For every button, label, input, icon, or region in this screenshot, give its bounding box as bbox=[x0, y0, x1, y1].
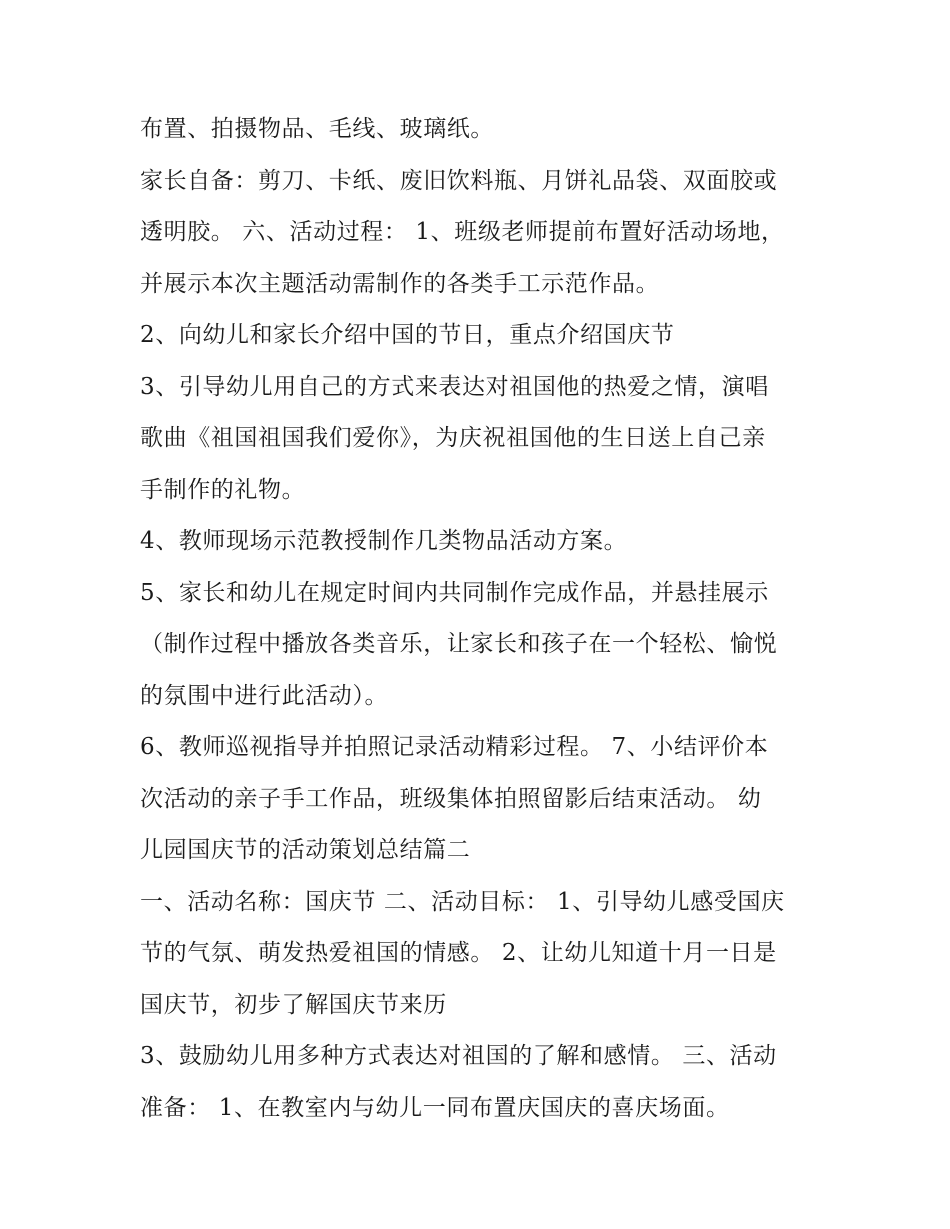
text-line: 次活动的亲子手工作品，班级集体拍照留影后结束活动。 幼 bbox=[140, 785, 762, 812]
text-line: 儿园国庆节的活动策划总结篇二 bbox=[140, 837, 471, 863]
text-line: 一、活动名称：国庆节 二、活动目标： 1、引导幼儿感受国庆 bbox=[140, 888, 785, 915]
text-line: 并展示本次主题活动需制作的各类手工示范作品。 bbox=[140, 270, 660, 297]
document-body bbox=[140, 109, 830, 1139]
text-line: 3、鼓励幼儿用多种方式表达对祖国的了解和感情。 三、活动 bbox=[140, 1043, 777, 1069]
text-line: 4、教师现场示范教授制作几类物品活动方案。 bbox=[140, 528, 628, 554]
text-line: 3、引导幼儿用自己的方式来表达对祖国他的热爱之情，演唱 bbox=[140, 373, 769, 400]
text-line: 国庆节，初步了解国庆节来历 bbox=[140, 991, 447, 1018]
text-line: 手制作的礼物。 bbox=[140, 476, 306, 503]
text-line: 5、家长和幼儿在规定时间内共同制作完成作品，并悬挂展示 bbox=[140, 579, 769, 606]
text-line: 的氛围中进行此活动）。 bbox=[140, 682, 389, 709]
text-line: 2、向幼儿和家长介绍中国的节日，重点介绍国庆节 bbox=[140, 322, 675, 348]
text-line: 准备： 1、在教室内与幼儿一同布置庆国庆的喜庆场面。 bbox=[140, 1094, 730, 1121]
text-line: 布置、拍摄物品、毛线、玻璃纸。 bbox=[140, 116, 494, 142]
text-line: 家长自备：剪刀、卡纸、废旧饮料瓶、月饼礼品袋、双面胶或 bbox=[140, 167, 778, 194]
text-line: 6、教师巡视指导并拍照记录活动精彩过程。 7、小结评价本 bbox=[140, 734, 769, 760]
text-line: 节的气氛、萌发热爱祖国的情感。 2、让幼儿知道十月一日是 bbox=[140, 940, 777, 966]
text-line: 歌曲《祖国祖国我们爱你》，为庆祝祖国他的生日送上自己亲 bbox=[140, 425, 766, 451]
text-line: 透明胶。 六、活动过程： 1、班级老师提前布置好活动场地， bbox=[140, 219, 785, 245]
text-line: （制作过程中播放各类音乐，让家长和孩子在一个轻松、愉悦 bbox=[140, 631, 778, 657]
